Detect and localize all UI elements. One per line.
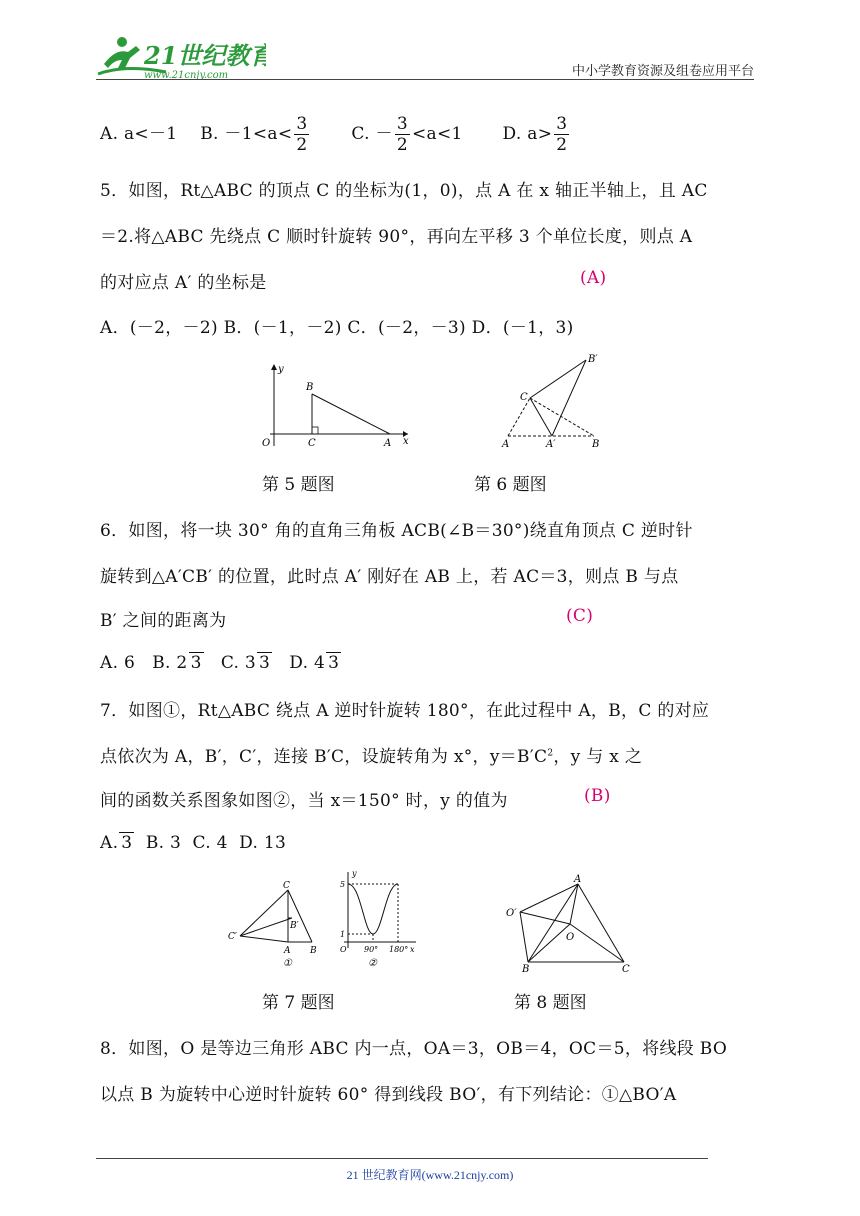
q8-line2: 以点 B 为旋转中心逆时针旋转 60° 得到线段 BO′，有下列结论：①△BO′A bbox=[100, 1085, 677, 1105]
fig7-x: x bbox=[410, 945, 415, 954]
figure-7 bbox=[226, 868, 422, 974]
fig6-c: C bbox=[520, 392, 528, 403]
figure-8 bbox=[500, 872, 640, 976]
q4-opt-c-frac bbox=[395, 114, 410, 155]
figure-6 bbox=[498, 350, 610, 450]
fig7-oneeighty: 180° bbox=[389, 945, 409, 954]
frac-num: 3 bbox=[556, 114, 568, 134]
q4-opt-c-post: <a<1 bbox=[411, 124, 463, 144]
fig7-bp: B′ bbox=[290, 921, 299, 931]
superscript: 2 bbox=[547, 748, 554, 759]
q4-opt-b-frac bbox=[294, 114, 309, 155]
q4-opt-a: A. a<－1 bbox=[100, 124, 178, 144]
header-divider bbox=[96, 79, 754, 80]
fig7-a: A bbox=[284, 946, 291, 956]
fig8-a: A bbox=[574, 874, 582, 885]
q7-line2 bbox=[100, 742, 642, 767]
q7-line2-end: ，y 与 x 之 bbox=[553, 747, 643, 767]
fig8-op: O′ bbox=[506, 908, 517, 919]
brand-url: www.21cnjy.com bbox=[144, 70, 229, 80]
fig7-n1: ① bbox=[283, 958, 292, 969]
q6-answer: (C) bbox=[566, 606, 594, 626]
header-platform-text: 中小学教育资源及组卷应用平台 bbox=[571, 64, 754, 79]
brand-logo bbox=[96, 34, 266, 80]
q8-caption: 第 8 题图 bbox=[514, 993, 587, 1013]
frac-num: 3 bbox=[296, 114, 308, 134]
fig5-x: x bbox=[403, 436, 409, 447]
fig8-b: B bbox=[522, 964, 530, 975]
fig5-a: A bbox=[384, 438, 392, 449]
q4-options bbox=[100, 114, 571, 155]
fig5-b: B bbox=[306, 382, 314, 393]
footer-text: 21 世纪教育网(www.21cnjy.com) bbox=[346, 1168, 514, 1182]
fig8-c: C bbox=[622, 964, 630, 975]
fig6-b: B bbox=[592, 439, 600, 450]
q6-options bbox=[100, 652, 341, 673]
q6-opt-c: C. 3 bbox=[220, 653, 257, 673]
fig7-five: 5 bbox=[340, 880, 346, 889]
q7-line3: 间的函数关系图象如图②，当 x＝150° 时，y 的值为 bbox=[100, 791, 508, 811]
q4-opt-b: B. －1<a< bbox=[200, 124, 293, 144]
sqrt-value: 3 bbox=[190, 653, 202, 673]
q8-line1: 8．如图，O 是等边三角形 ABC 内一点，OA＝3，OB＝4，OC＝5，将线段 BO bbox=[100, 1039, 728, 1059]
q6-opt-d: D. 4 bbox=[289, 653, 326, 673]
frac-num: 3 bbox=[396, 114, 408, 134]
fig7-cp: C′ bbox=[228, 932, 237, 942]
fig5-y: y bbox=[278, 364, 284, 375]
q4-opt-c: C. － bbox=[351, 124, 393, 144]
frac-den: 2 bbox=[396, 135, 408, 155]
q6-line2: 旋转到△A′CB′ 的位置，此时点 A′ 刚好在 AB 上，若 AC＝3，则点 B 与点 bbox=[100, 567, 679, 587]
sqrt-value: 3 bbox=[121, 833, 133, 853]
fig7-o: O bbox=[340, 945, 347, 954]
fig7-y: y bbox=[352, 869, 357, 878]
q7-answer: (B) bbox=[584, 786, 611, 806]
fig7-one: 1 bbox=[340, 930, 346, 939]
q7-opt-rest: B. 3 C. 4 D. 13 bbox=[134, 833, 287, 853]
footer-divider bbox=[96, 1158, 708, 1159]
fig7-c: C bbox=[283, 881, 290, 891]
q5-line3 bbox=[100, 268, 267, 293]
q7-caption: 第 7 题图 bbox=[262, 993, 335, 1013]
q6-line3: B′ 之间的距离为 bbox=[100, 611, 227, 631]
q5-answer: (A) bbox=[580, 268, 607, 288]
fig8-o: O bbox=[566, 932, 575, 943]
q6-line1: 6．如图，将一块 30° 角的直角三角板 ACB(∠B＝30°)绕直角顶点 C 逆时针 bbox=[100, 521, 693, 541]
q4-opt-d-frac bbox=[554, 114, 569, 155]
sqrt-value: 3 bbox=[328, 653, 340, 673]
frac-den: 2 bbox=[296, 135, 308, 155]
q7-opt-a: A. bbox=[100, 833, 119, 853]
fig6-a: A bbox=[502, 439, 510, 450]
figure-5 bbox=[258, 360, 418, 450]
frac-den: 2 bbox=[556, 135, 568, 155]
q5-line2: ＝2.将△ABC 先绕点 C 顺时针旋转 90°，再向左平移 3 个单位长度，则点 A bbox=[100, 227, 693, 247]
q5-caption: 第 5 题图 bbox=[262, 475, 335, 495]
q5-options: A．(－2，－2) B．(－1，－2) C．(－2，－3) D．(－1，3) bbox=[100, 318, 574, 338]
q6-opt-a: A. 6 bbox=[100, 653, 136, 673]
fig5-c: C bbox=[308, 438, 316, 449]
q6-opt-b: B. 2 bbox=[152, 653, 188, 673]
q5-stem-end: 的对应点 A′ 的坐标是 bbox=[100, 273, 267, 293]
q7-line2-text: 点依次为 A，B′，C′，连接 B′C，设旋转角为 x°，y＝B′C bbox=[100, 747, 548, 767]
fig6-bp: B′ bbox=[588, 354, 598, 365]
fig7-ninety: 90° bbox=[364, 945, 379, 954]
sqrt-value: 3 bbox=[259, 653, 271, 673]
q5-line1: 5．如图，Rt△ABC 的顶点 C 的坐标为(1，0)，点 A 在 x 轴正半轴上，且 AC bbox=[100, 181, 708, 201]
q7-line1: 7．如图①，Rt△ABC 绕点 A 逆时针旋转 180°，在此过程中 A，B，C 的对应 bbox=[100, 701, 710, 721]
brand-text: 21世纪教育 bbox=[144, 41, 266, 70]
q7-options bbox=[100, 832, 286, 853]
q4-opt-d: D. a> bbox=[502, 124, 553, 144]
q6-caption: 第 6 题图 bbox=[474, 475, 547, 495]
fig7-n2: ② bbox=[368, 958, 377, 969]
fig7-b: B bbox=[310, 946, 317, 956]
fig5-o: O bbox=[262, 438, 271, 449]
fig6-ap: A′ bbox=[546, 439, 556, 450]
